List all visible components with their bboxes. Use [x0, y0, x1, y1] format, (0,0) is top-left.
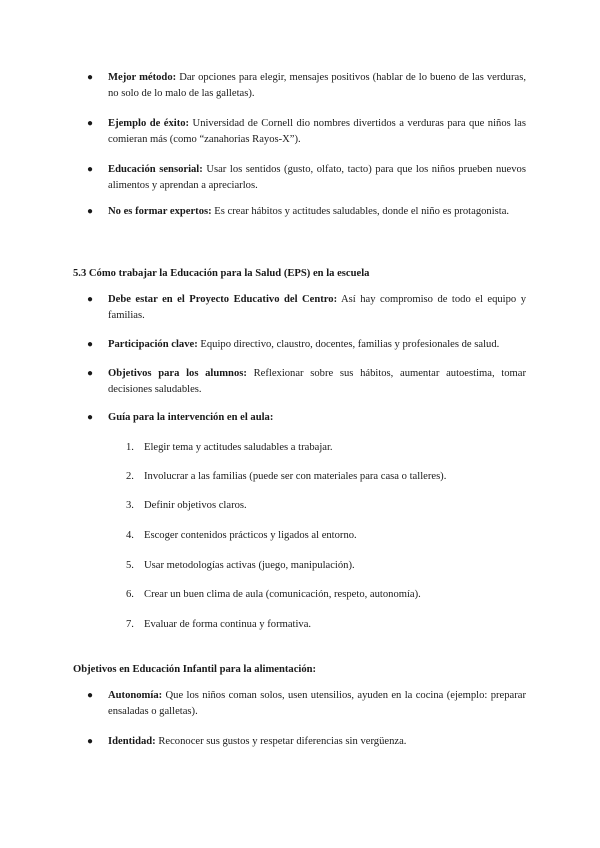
item-text: Dar opciones para elegir, mensajes positivos (hablar de lo bueno de las verduras, no solo de lo malo de las galletas). — [108, 72, 526, 99]
bullet-icon: ● — [87, 690, 94, 701]
item-text: Es crear hábitos y actitudes saludables, donde el niño es protagonista. — [211, 206, 510, 217]
bullet-icon: ● — [87, 72, 94, 83]
item-label: Identidad: — [108, 736, 156, 747]
step-number: 4. — [126, 530, 134, 541]
bullet-icon: ● — [87, 118, 94, 129]
item-label: Debe estar en el Proyecto Educativo del Centro: — [108, 294, 338, 305]
step-number: 2. — [126, 471, 134, 482]
bullet-icon: ● — [87, 736, 94, 747]
item-label: No es formar expertos: — [108, 206, 212, 217]
item-label: Participación clave: — [108, 339, 198, 350]
step-number: 5. — [126, 560, 134, 571]
bullet-icon: ● — [87, 368, 94, 379]
bullet-icon: ● — [87, 294, 94, 305]
bullet-icon: ● — [87, 164, 94, 175]
item-label: Guía para la intervención en el aula: — [108, 412, 274, 423]
item-label: Ejemplo de éxito: — [108, 118, 190, 129]
step-text: Usar metodologías activas (juego, manipulación). — [144, 560, 355, 571]
item-text: Reflexionar sobre sus hábitos, aumentar autoestima, tomar decisiones saludables. — [108, 368, 526, 395]
item-text: Así hay compromiso de todo el equipo y familias. — [108, 294, 526, 321]
step-text: Escoger contenidos prácticos y ligados al entorno. — [144, 530, 357, 541]
step-text: Involucrar a las familias (puede ser con materiales para casa o talleres). — [144, 471, 447, 482]
step-text: Evaluar de forma continua y formativa. — [144, 619, 312, 630]
step-text: Elegir tema y actitudes saludables a trabajar. — [144, 442, 333, 453]
item-text: Usar los sentidos (gusto, olfato, tacto) para que los niños prueben nuevos alimentos y aprendan a apreciarlos. — [108, 164, 526, 191]
step-number: 1. — [126, 442, 134, 453]
step-text: Definir objetivos claros. — [144, 500, 247, 511]
item-label: Objetivos para los alumnos: — [108, 368, 247, 379]
section-heading-eps: 5.3 Cómo trabajar la Educación para la Salud (EPS) en la escuela — [73, 268, 370, 279]
step-number: 7. — [126, 619, 134, 630]
item-text: Equipo directivo, claustro, docentes, familias y profesionales de salud. — [197, 339, 500, 350]
step-text: Crear un buen clima de aula (comunicación, respeto, autonomía). — [144, 589, 421, 600]
item-label: Autonomía: — [108, 690, 163, 701]
bullet-icon: ● — [87, 339, 94, 350]
item-label: Educación sensorial: — [108, 164, 203, 175]
bullet-icon: ● — [87, 206, 94, 217]
bullet-icon: ● — [87, 412, 94, 423]
section-heading-infantil: Objetivos en Educación Infantil para la alimentación: — [73, 664, 317, 675]
item-label: Mejor método: — [108, 72, 177, 83]
item-text: Que los niños coman solos, usen utensilios, ayuden en la cocina (ejemplo: preparar ensaladas o galletas). — [108, 690, 526, 717]
item-text: Reconocer sus gustos y respetar diferencias sin vergüenza. — [155, 736, 407, 747]
item-text: Universidad de Cornell dio nombres divertidos a verduras para que niños las comieran más (como “zanahorias Rayos-X”). — [108, 118, 526, 145]
step-number: 3. — [126, 500, 134, 511]
step-number: 6. — [126, 589, 134, 600]
